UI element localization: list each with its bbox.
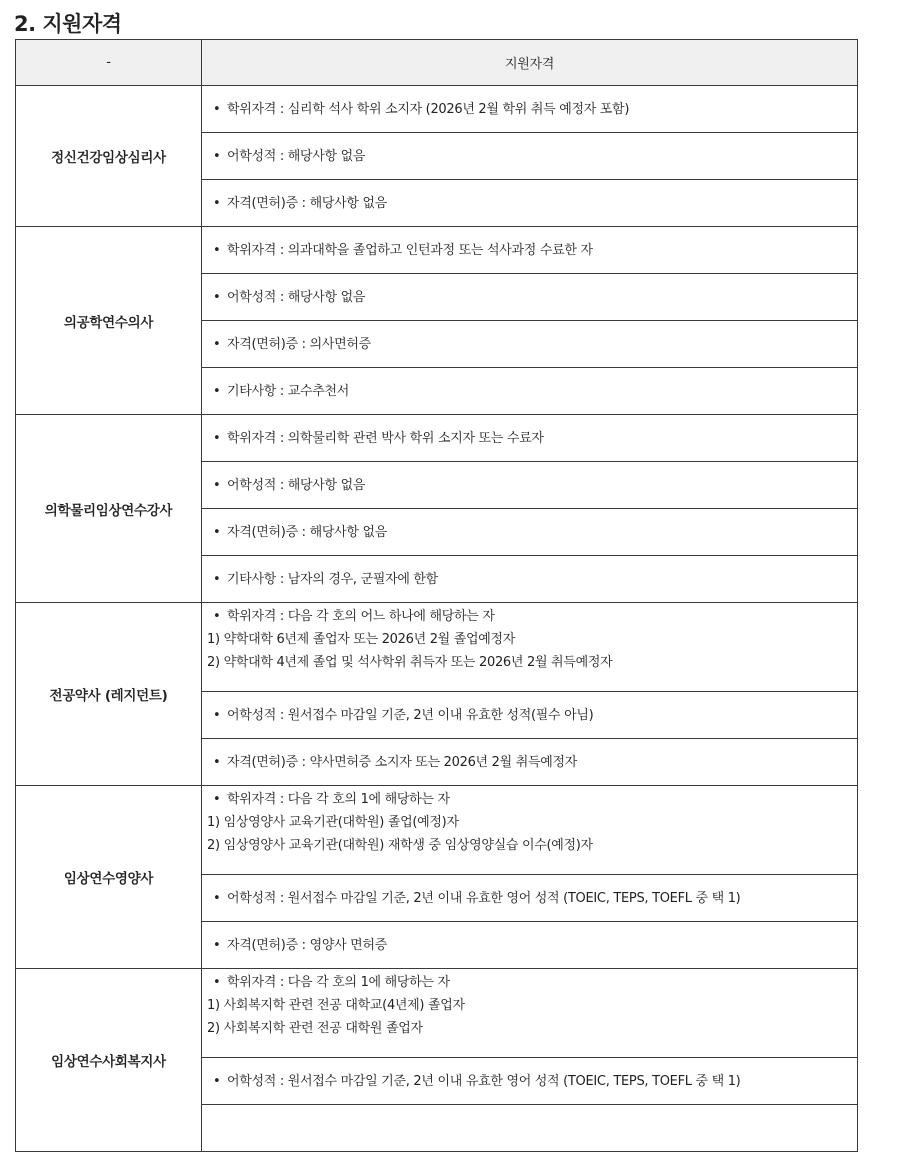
requirement-text: 학위자격 : 심리학 석사 학위 소지자 (2026년 2월 학위 취득 예정자 포함) bbox=[227, 101, 630, 117]
requirement-item bbox=[212, 971, 847, 994]
requirement-text: 학위자격 : 의과대학을 졸업하고 인턴과정 또는 석사과정 수료한 자 bbox=[227, 242, 593, 258]
requirement-text: 어학성적 : 원서접수 마감일 기준, 2년 이내 유효한 영어 성적 (TOEIC, TEPS, TOEFL 중 택 1) bbox=[227, 1073, 741, 1089]
requirement-item bbox=[212, 192, 847, 215]
table-row bbox=[16, 969, 858, 1058]
requirement-item bbox=[212, 887, 847, 910]
bullet-icon: • bbox=[213, 754, 221, 770]
table-row bbox=[16, 786, 858, 875]
section-title: 2. 지원자격 bbox=[14, 12, 122, 36]
requirements-table bbox=[15, 39, 858, 1152]
bullet-icon: • bbox=[213, 336, 221, 352]
requirement-sub-item: 2) 약학대학 4년제 졸업 및 석사학위 취득자 또는 2026년 2월 취득예정자 bbox=[207, 655, 613, 670]
role-name: 임상연수사회복지사 bbox=[16, 969, 202, 1152]
requirement-item bbox=[212, 98, 847, 121]
bullet-icon: • bbox=[213, 477, 221, 493]
requirement-cell bbox=[202, 922, 858, 969]
role-name: 임상연수영양사 bbox=[16, 786, 202, 969]
requirement-item bbox=[212, 751, 847, 774]
table-row bbox=[16, 86, 858, 133]
requirement-item bbox=[212, 704, 847, 727]
bullet-icon: • bbox=[213, 101, 221, 117]
requirement-cell bbox=[202, 1105, 858, 1152]
requirement-sub-item: 1) 임상영양사 교육기관(대학원) 졸업(예정)자 bbox=[207, 815, 459, 830]
requirement-cell bbox=[202, 739, 858, 786]
requirement-text: 학위자격 : 다음 각 호의 어느 하나에 해당하는 자 bbox=[227, 609, 495, 624]
bullet-icon: • bbox=[213, 148, 221, 164]
table-row bbox=[16, 227, 858, 274]
requirement-sub-item: 2) 사회복지학 관련 전공 대학원 졸업자 bbox=[207, 1021, 423, 1036]
header-role: - bbox=[16, 40, 202, 86]
requirement-cell bbox=[202, 509, 858, 556]
requirement-item bbox=[212, 568, 847, 591]
bullet-icon: • bbox=[213, 707, 221, 723]
requirement-text: 자격(면허)증 : 해당사항 없음 bbox=[227, 195, 387, 211]
requirement-cell bbox=[202, 692, 858, 739]
requirement-sub-item: 1) 사회복지학 관련 전공 대학교(4년제) 졸업자 bbox=[207, 998, 465, 1013]
requirement-cell bbox=[202, 603, 858, 692]
requirement-cell bbox=[202, 556, 858, 603]
requirement-item bbox=[212, 333, 847, 356]
bullet-icon: • bbox=[213, 975, 221, 990]
requirement-text: 어학성적 : 해당사항 없음 bbox=[227, 477, 366, 493]
requirement-text: 자격(면허)증 : 해당사항 없음 bbox=[227, 524, 387, 540]
bullet-icon: • bbox=[213, 524, 221, 540]
requirement-cell bbox=[202, 786, 858, 875]
bullet-icon: • bbox=[213, 383, 221, 399]
requirement-cell bbox=[202, 133, 858, 180]
table-body bbox=[16, 86, 858, 1152]
requirement-text: 기타사항 : 교수추천서 bbox=[227, 383, 350, 399]
requirement-item bbox=[212, 380, 847, 403]
bullet-icon: • bbox=[213, 937, 221, 953]
requirement-cell bbox=[202, 274, 858, 321]
requirement-text: 어학성적 : 해당사항 없음 bbox=[227, 148, 366, 164]
requirement-cell bbox=[202, 1058, 858, 1105]
requirement-text: 자격(면허)증 : 영양사 면허증 bbox=[227, 937, 387, 953]
requirement-item bbox=[212, 239, 847, 262]
requirement-cell bbox=[202, 415, 858, 462]
requirement-item bbox=[212, 521, 847, 544]
requirement-cell bbox=[202, 875, 858, 922]
table-header-row bbox=[16, 40, 858, 86]
requirement-text: 어학성적 : 해당사항 없음 bbox=[227, 289, 366, 305]
bullet-icon: • bbox=[213, 289, 221, 305]
bullet-icon: • bbox=[213, 195, 221, 211]
requirement-item bbox=[212, 474, 847, 497]
bullet-icon: • bbox=[213, 609, 221, 624]
requirement-cell bbox=[202, 86, 858, 133]
requirement-sub-item: 1) 약학대학 6년제 졸업자 또는 2026년 2월 졸업예정자 bbox=[207, 632, 516, 647]
requirement-item bbox=[212, 934, 847, 957]
requirement-sub-item: 2) 임상영양사 교육기관(대학원) 재학생 중 임상영양실습 이수(예정)자 bbox=[207, 838, 593, 853]
role-name: 정신건강임상심리사 bbox=[16, 86, 202, 227]
bullet-icon: • bbox=[213, 890, 221, 906]
requirement-text: 자격(면허)증 : 약사면허증 소지자 또는 2026년 2월 취득예정자 bbox=[227, 754, 577, 770]
requirement-cell bbox=[202, 462, 858, 509]
requirement-item bbox=[212, 788, 847, 811]
requirement-cell bbox=[202, 368, 858, 415]
requirement-cell bbox=[202, 321, 858, 368]
bullet-icon: • bbox=[213, 571, 221, 587]
requirement-cell bbox=[202, 180, 858, 227]
requirement-item bbox=[212, 286, 847, 309]
header-requirements: 지원자격 bbox=[202, 40, 858, 86]
requirement-item bbox=[212, 605, 847, 628]
bullet-icon: • bbox=[213, 430, 221, 446]
table-row bbox=[16, 415, 858, 462]
role-name: 전공약사 (레지던트) bbox=[16, 603, 202, 786]
requirement-item bbox=[212, 427, 847, 450]
role-name: 의공학연수의사 bbox=[16, 227, 202, 415]
requirement-text: 학위자격 : 다음 각 호의 1에 해당하는 자 bbox=[227, 975, 450, 990]
requirement-text: 학위자격 : 다음 각 호의 1에 해당하는 자 bbox=[227, 792, 450, 807]
requirement-item bbox=[212, 145, 847, 168]
requirement-text: 학위자격 : 의학물리학 관련 박사 학위 소지자 또는 수료자 bbox=[227, 430, 544, 446]
bullet-icon: • bbox=[213, 792, 221, 807]
requirement-text: 기타사항 : 남자의 경우, 군필자에 한함 bbox=[227, 571, 438, 587]
requirement-cell bbox=[202, 969, 858, 1058]
requirement-text: 자격(면허)증 : 의사면허증 bbox=[227, 336, 371, 352]
role-name: 의학물리임상연수강사 bbox=[16, 415, 202, 603]
bullet-icon: • bbox=[213, 1073, 221, 1089]
requirement-text: 어학성적 : 원서접수 마감일 기준, 2년 이내 유효한 영어 성적 (TOEIC, TEPS, TOEFL 중 택 1) bbox=[227, 890, 741, 906]
requirement-cell bbox=[202, 227, 858, 274]
requirement-item bbox=[212, 1070, 847, 1093]
table-row bbox=[16, 603, 858, 692]
bullet-icon: • bbox=[213, 242, 221, 258]
requirement-text: 어학성적 : 원서접수 마감일 기준, 2년 이내 유효한 성적(필수 아님) bbox=[227, 707, 594, 723]
